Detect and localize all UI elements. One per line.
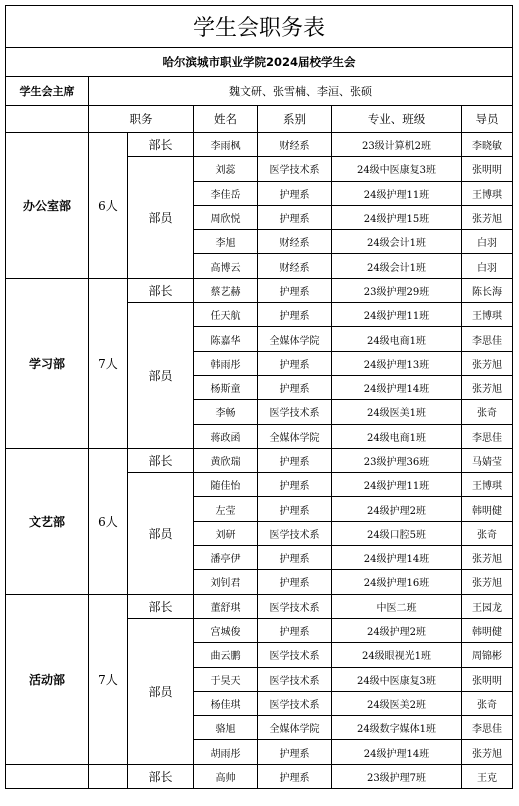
member-name: 高帅 — [194, 764, 258, 788]
member-class: 24级护理11班 — [332, 303, 462, 327]
department-name: 活动部 — [6, 594, 89, 764]
member-department: 护理系 — [258, 473, 332, 497]
member-name: 杨佳琪 — [194, 691, 258, 715]
member-advisor: 张芳旭 — [462, 205, 513, 229]
member-name: 刘蕊 — [194, 157, 258, 181]
department-count: 7人 — [89, 594, 128, 764]
department-count: 6人 — [89, 448, 128, 594]
member-department: 财经系 — [258, 230, 332, 254]
member-name: 骆旭 — [194, 716, 258, 740]
member-name: 黄欣瑞 — [194, 448, 258, 472]
member-name: 随佳怡 — [194, 473, 258, 497]
member-advisor: 张芳旭 — [462, 570, 513, 594]
member-name: 刘研 — [194, 521, 258, 545]
head-role: 部长 — [128, 448, 194, 472]
member-department: 全媒体学院 — [258, 716, 332, 740]
member-department: 护理系 — [258, 740, 332, 764]
member-class: 24级护理14班 — [332, 740, 462, 764]
member-advisor: 陈长海 — [462, 278, 513, 302]
member-class: 24级会计1班 — [332, 254, 462, 278]
department-count: 6人 — [89, 133, 128, 279]
member-class: 24级医美1班 — [332, 400, 462, 424]
member-class: 23级护理29班 — [332, 278, 462, 302]
header-department: 系别 — [258, 106, 332, 133]
member-role: 部员 — [128, 618, 194, 764]
member-class: 24级护理16班 — [332, 570, 462, 594]
member-advisor: 王博琪 — [462, 181, 513, 205]
member-class: 24级护理13班 — [332, 351, 462, 375]
member-name: 李雨枫 — [194, 133, 258, 157]
member-class: 24级电商1班 — [332, 327, 462, 351]
head-role: 部长 — [128, 133, 194, 157]
member-department: 护理系 — [258, 618, 332, 642]
member-advisor: 张明明 — [462, 667, 513, 691]
member-department: 财经系 — [258, 133, 332, 157]
department-count — [89, 764, 128, 788]
department-name — [6, 764, 89, 788]
table-row — [6, 764, 513, 788]
member-class: 24级眼视光1班 — [332, 643, 462, 667]
department-name: 学习部 — [6, 278, 89, 448]
organization-name: 哈尔滨城市职业学院2024届校学生会 — [6, 48, 513, 77]
member-name: 左莹 — [194, 497, 258, 521]
member-class: 24级护理11班 — [332, 473, 462, 497]
member-name: 陈嘉华 — [194, 327, 258, 351]
member-class: 24级中医康复3班 — [332, 667, 462, 691]
head-role: 部长 — [128, 764, 194, 788]
member-advisor: 张芳旭 — [462, 546, 513, 570]
member-department: 医学技术系 — [258, 667, 332, 691]
member-advisor: 张芳旭 — [462, 375, 513, 399]
member-name: 蒋政函 — [194, 424, 258, 448]
member-advisor: 张奇 — [462, 521, 513, 545]
header-major-class: 专业、班级 — [332, 106, 462, 133]
head-role: 部长 — [128, 278, 194, 302]
member-name: 杨斯童 — [194, 375, 258, 399]
table-row — [6, 594, 513, 618]
table-row — [6, 133, 513, 157]
member-department: 护理系 — [258, 546, 332, 570]
header-advisor: 导员 — [462, 106, 513, 133]
table-row — [6, 278, 513, 302]
member-advisor: 张奇 — [462, 691, 513, 715]
member-department: 护理系 — [258, 375, 332, 399]
member-name: 胡雨彤 — [194, 740, 258, 764]
member-class: 24级护理2班 — [332, 618, 462, 642]
department-name: 文艺部 — [6, 448, 89, 594]
member-advisor: 马婧莹 — [462, 448, 513, 472]
member-advisor: 白羽 — [462, 254, 513, 278]
member-class: 24级数字媒体1班 — [332, 716, 462, 740]
member-advisor: 张明明 — [462, 157, 513, 181]
member-name: 于昊天 — [194, 667, 258, 691]
member-department: 护理系 — [258, 303, 332, 327]
member-name: 高博云 — [194, 254, 258, 278]
chair-label: 学生会主席 — [6, 77, 89, 106]
member-advisor: 周锦彬 — [462, 643, 513, 667]
blank-header-cell — [6, 106, 89, 133]
member-department: 护理系 — [258, 764, 332, 788]
header-position: 职务 — [89, 106, 194, 133]
member-class: 24级中医康复3班 — [332, 157, 462, 181]
member-class: 24级护理15班 — [332, 205, 462, 229]
member-class: 24级护理14班 — [332, 546, 462, 570]
member-name: 刘钊君 — [194, 570, 258, 594]
member-role: 部员 — [128, 303, 194, 449]
member-name: 周欣悦 — [194, 205, 258, 229]
member-class: 23级护理36班 — [332, 448, 462, 472]
header-row — [6, 106, 513, 133]
member-department: 医学技术系 — [258, 521, 332, 545]
member-class: 24级护理14班 — [332, 375, 462, 399]
member-department: 护理系 — [258, 448, 332, 472]
head-role: 部长 — [128, 594, 194, 618]
chair-names: 魏文研、张雪楠、李洹、张硕 — [89, 77, 513, 106]
member-department: 护理系 — [258, 351, 332, 375]
member-class: 24级护理11班 — [332, 181, 462, 205]
member-department: 护理系 — [258, 497, 332, 521]
member-advisor: 李思佳 — [462, 327, 513, 351]
member-name: 宫城俊 — [194, 618, 258, 642]
member-advisor: 王园龙 — [462, 594, 513, 618]
department-count: 7人 — [89, 278, 128, 448]
member-role: 部员 — [128, 157, 194, 278]
member-advisor: 韩明健 — [462, 497, 513, 521]
member-department: 全媒体学院 — [258, 327, 332, 351]
member-name: 董舒琪 — [194, 594, 258, 618]
member-advisor: 王博琪 — [462, 473, 513, 497]
member-role: 部员 — [128, 473, 194, 594]
member-advisor: 白羽 — [462, 230, 513, 254]
member-department: 护理系 — [258, 205, 332, 229]
member-advisor: 王博琪 — [462, 303, 513, 327]
member-department: 医学技术系 — [258, 157, 332, 181]
member-advisor: 张芳旭 — [462, 351, 513, 375]
member-department: 医学技术系 — [258, 643, 332, 667]
member-department: 全媒体学院 — [258, 424, 332, 448]
member-name: 李旭 — [194, 230, 258, 254]
member-department: 护理系 — [258, 570, 332, 594]
member-class: 23级计算机2班 — [332, 133, 462, 157]
member-class: 24级口腔5班 — [332, 521, 462, 545]
member-advisor: 张芳旭 — [462, 740, 513, 764]
member-name: 蔡艺赫 — [194, 278, 258, 302]
member-department: 医学技术系 — [258, 594, 332, 618]
member-class: 23级护理7班 — [332, 764, 462, 788]
header-name: 姓名 — [194, 106, 258, 133]
member-class: 24级护理2班 — [332, 497, 462, 521]
member-class: 24级电商1班 — [332, 424, 462, 448]
page-title: 学生会职务表 — [6, 6, 513, 48]
table-row — [6, 448, 513, 472]
member-name: 韩雨彤 — [194, 351, 258, 375]
member-department: 财经系 — [258, 254, 332, 278]
member-department: 医学技术系 — [258, 400, 332, 424]
member-department: 护理系 — [258, 278, 332, 302]
member-name: 任天航 — [194, 303, 258, 327]
member-class: 24级会计1班 — [332, 230, 462, 254]
member-class: 中医二班 — [332, 594, 462, 618]
member-advisor: 张奇 — [462, 400, 513, 424]
department-name: 办公室部 — [6, 133, 89, 279]
member-advisor: 李思佳 — [462, 716, 513, 740]
duty-sheet — [5, 5, 512, 789]
duty-table — [5, 5, 513, 789]
member-department: 医学技术系 — [258, 691, 332, 715]
member-name: 曲云鹏 — [194, 643, 258, 667]
member-name: 李佳岳 — [194, 181, 258, 205]
member-name: 李畅 — [194, 400, 258, 424]
member-class: 24级医美2班 — [332, 691, 462, 715]
member-advisor: 王克 — [462, 764, 513, 788]
member-department: 护理系 — [258, 181, 332, 205]
member-name: 潘亭伊 — [194, 546, 258, 570]
member-advisor: 韩明健 — [462, 618, 513, 642]
member-advisor: 李晓敏 — [462, 133, 513, 157]
member-advisor: 李思佳 — [462, 424, 513, 448]
